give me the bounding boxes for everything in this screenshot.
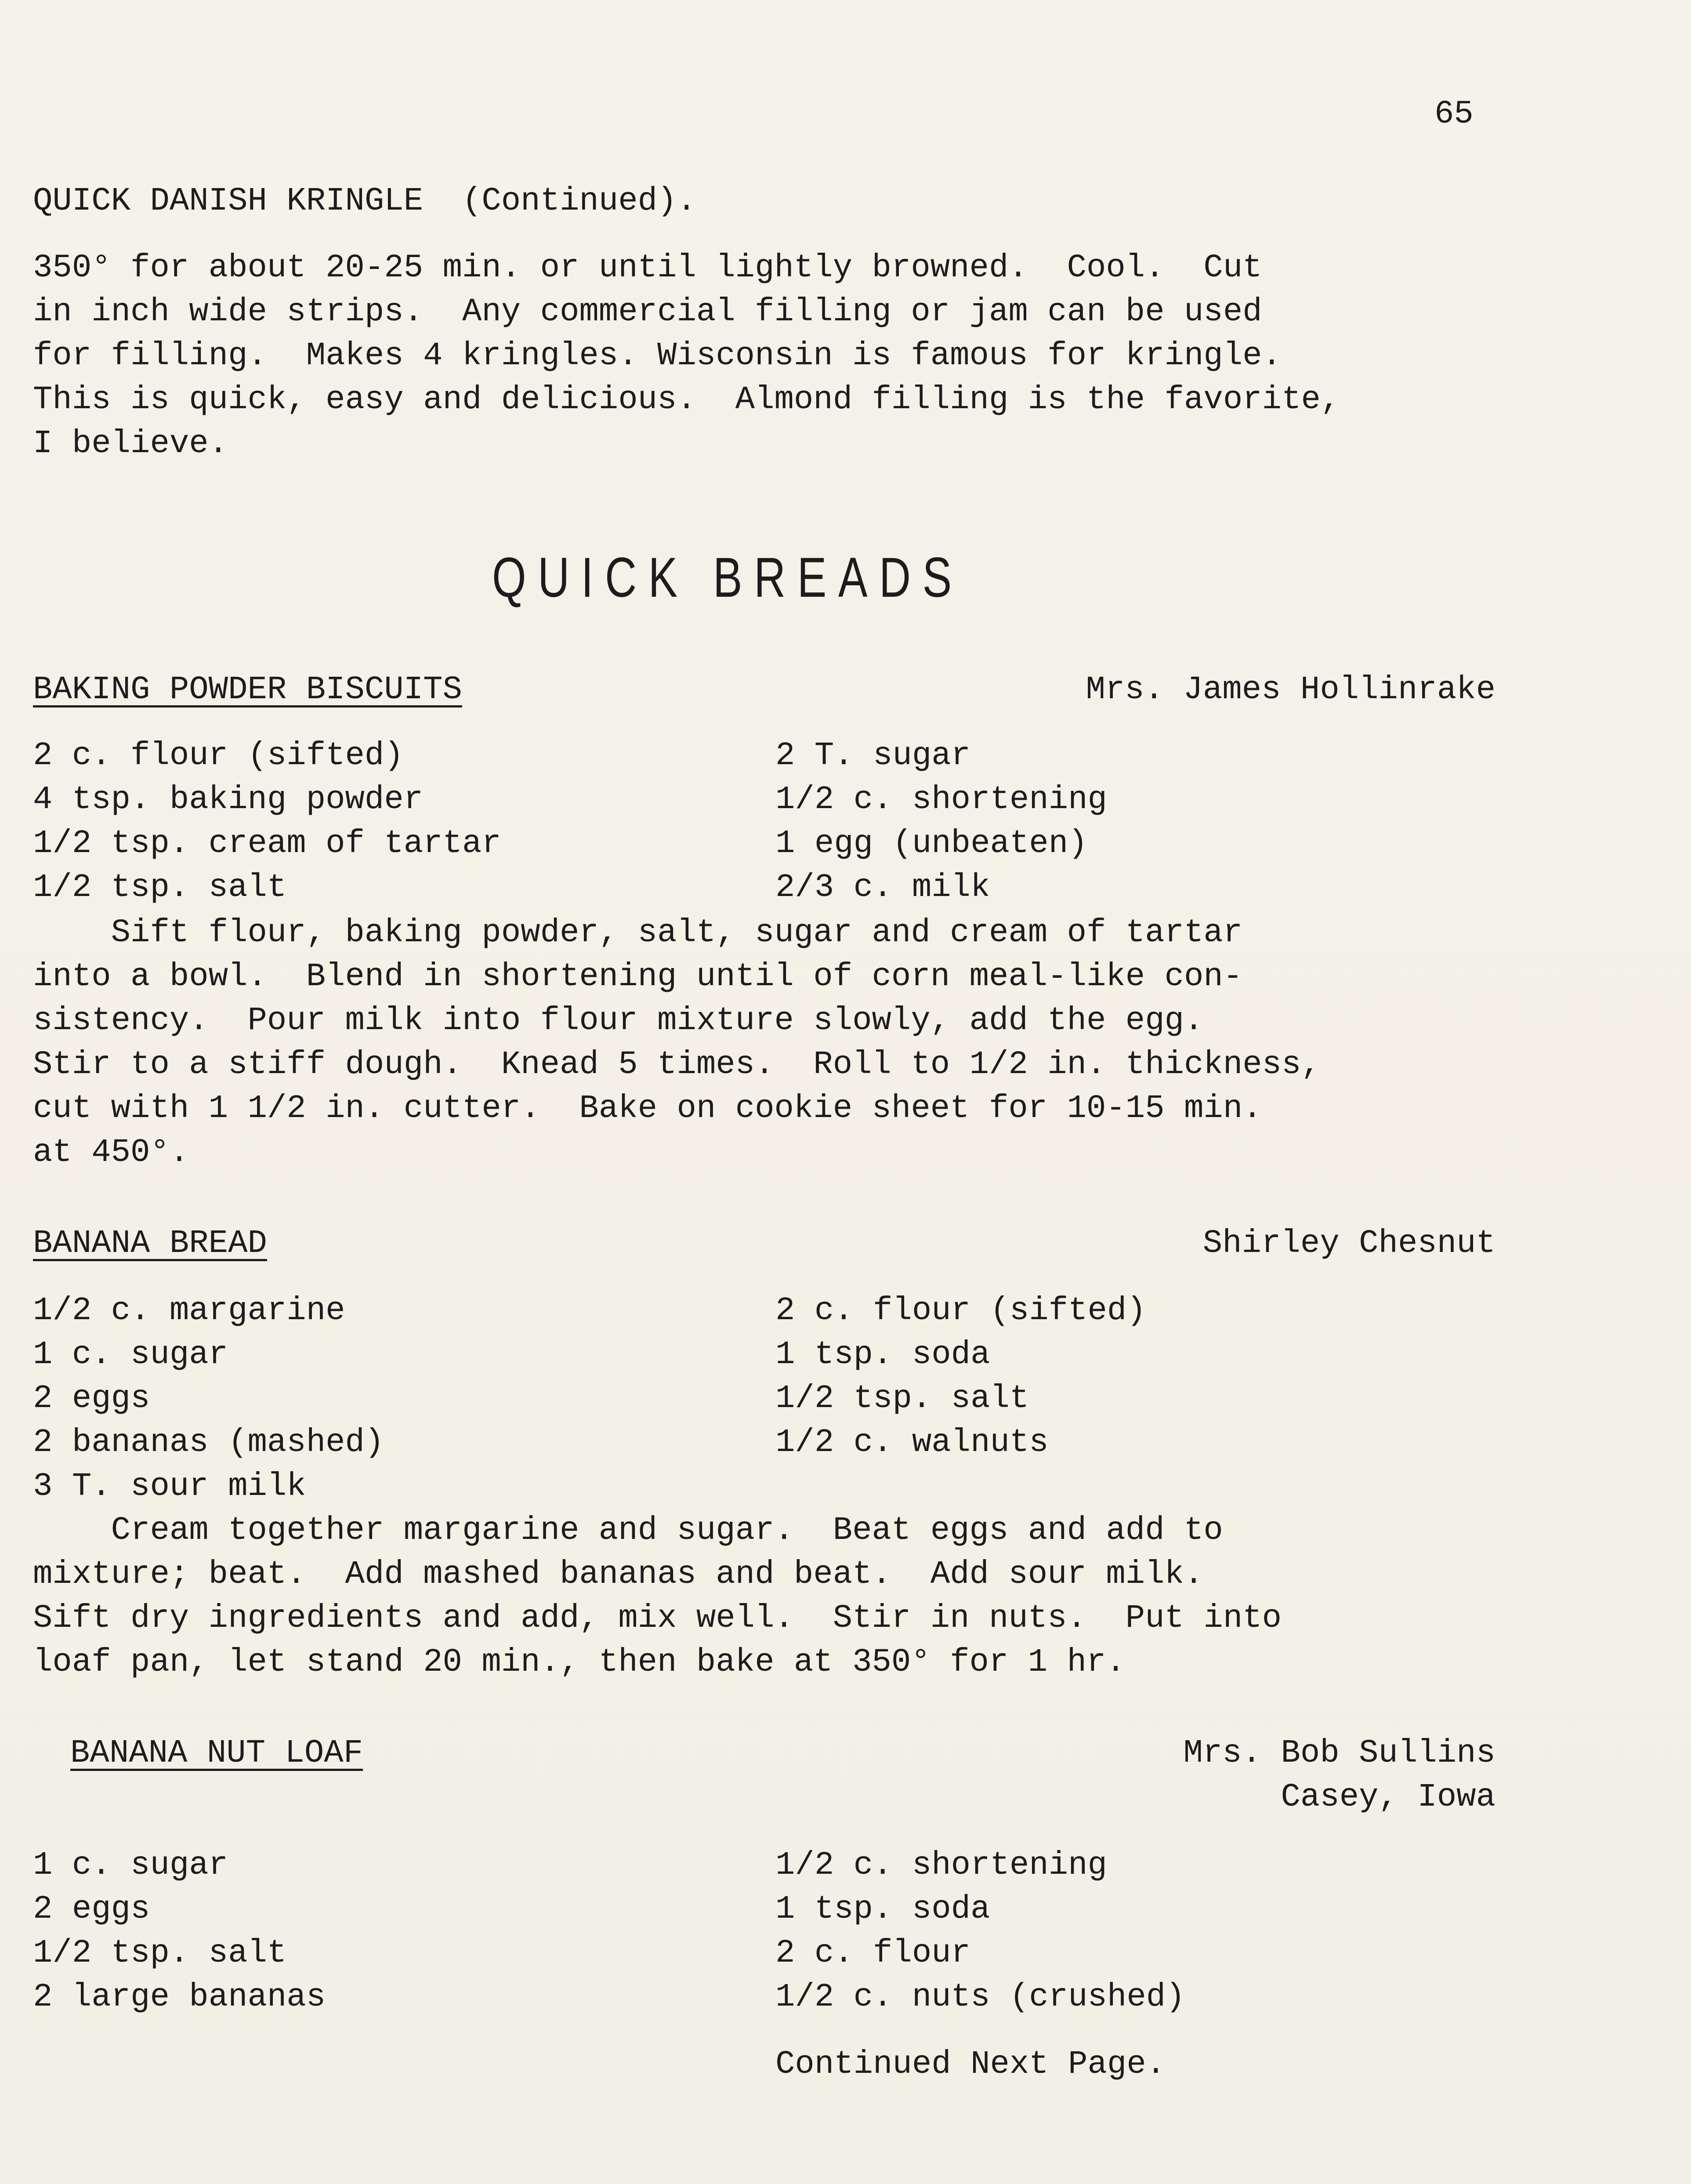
recipe-author-biscuits: Mrs. James Hollinrake [1086,671,1495,708]
instruction-line: mixture; beat. Add mashed bananas and beat. Add sour milk. [33,1556,1204,1593]
continued-next-page: Continued Next Page. [775,2046,1166,2083]
recipe-author-banana-nut-loaf: Mrs. Bob Sullins [1183,1735,1495,1772]
ingredient: 4 tsp. baking powder [33,781,424,818]
ingredient: 1/2 tsp. salt [775,1380,1029,1417]
continued-line: 350° for about 20-25 min. or until lightly browned. Cool. Cut [33,250,1262,287]
ingredient: 2 c. flour [775,1935,971,1972]
instruction-line: loaf pan, let stand 20 min., then bake at 350° for 1 hr. [33,1644,1126,1681]
section-title: QUICK BREADS [492,546,963,609]
recipe-title-biscuits: BAKING POWDER BISCUITS [33,671,462,708]
continued-line: This is quick, easy and delicious. Almond filling is the favorite, [33,381,1340,418]
continued-line: in inch wide strips. Any commercial filling or jam can be used [33,294,1262,330]
ingredient: 2 large bananas [33,1979,326,2016]
recipe-author-banana-bread: Shirley Chesnut [1202,1225,1495,1262]
ingredient: 1 c. sugar [33,1336,228,1373]
instruction-line: Stir to a stiff dough. Knead 5 times. Roll to 1/2 in. thickness, [33,1046,1321,1083]
continued-line: I believe. [33,425,228,462]
instruction-line: Sift dry ingredients and add, mix well. Stir in nuts. Put into [33,1600,1282,1637]
ingredient: 3 T. sour milk [33,1468,306,1505]
page-number: 65 [1434,96,1474,133]
instruction-line: Sift flour, baking powder, salt, sugar and cream of tartar [33,914,1243,951]
ingredient: 1/2 tsp. salt [33,1935,287,1972]
ingredient: 2 eggs [33,1891,150,1928]
recipe-title-banana-bread: BANANA BREAD [33,1225,267,1262]
ingredient: 1 tsp. soda [775,1336,990,1373]
recipe-author-location: Casey, Iowa [1281,1779,1495,1816]
instruction-line: sistency. Pour milk into flour mixture slowly, add the egg. [33,1002,1204,1039]
instruction-line: cut with 1 1/2 in. cutter. Bake on cookie sheet for 10-15 min. [33,1090,1262,1127]
instruction-line: at 450°. [33,1134,189,1171]
instruction-line: Cream together margarine and sugar. Beat eggs and add to [33,1512,1223,1549]
ingredient: 1/2 tsp. cream of tartar [33,825,501,862]
ingredient: 2 bananas (mashed) [33,1424,384,1461]
ingredient: 1 egg (unbeaten) [775,825,1088,862]
ingredient: 2 c. flour (sifted) [33,737,404,774]
ingredient: 1/2 tsp. salt [33,869,287,906]
recipe-title-banana-nut-loaf: BANANA NUT LOAF [70,1735,363,1772]
ingredient: 1/2 c. shortening [775,1847,1107,1884]
ingredient: 1/2 c. margarine [33,1292,345,1329]
ingredient: 1/2 c. shortening [775,781,1107,818]
ingredient: 1/2 c. nuts (crushed) [775,1979,1185,2016]
instruction-line: into a bowl. Blend in shortening until of corn meal-like con- [33,958,1243,995]
continued-heading: QUICK DANISH KRINGLE (Continued). [33,183,696,220]
continued-line: for filling. Makes 4 kringles. Wisconsin is famous for kringle. [33,337,1282,374]
ingredient: 1/2 c. walnuts [775,1424,1049,1461]
ingredient: 1 c. sugar [33,1847,228,1884]
ingredient: 2 T. sugar [775,737,971,774]
ingredient: 2 c. flour (sifted) [775,1292,1146,1329]
ingredient: 2/3 c. milk [775,869,990,906]
ingredient: 1 tsp. soda [775,1891,990,1928]
ingredient: 2 eggs [33,1380,150,1417]
